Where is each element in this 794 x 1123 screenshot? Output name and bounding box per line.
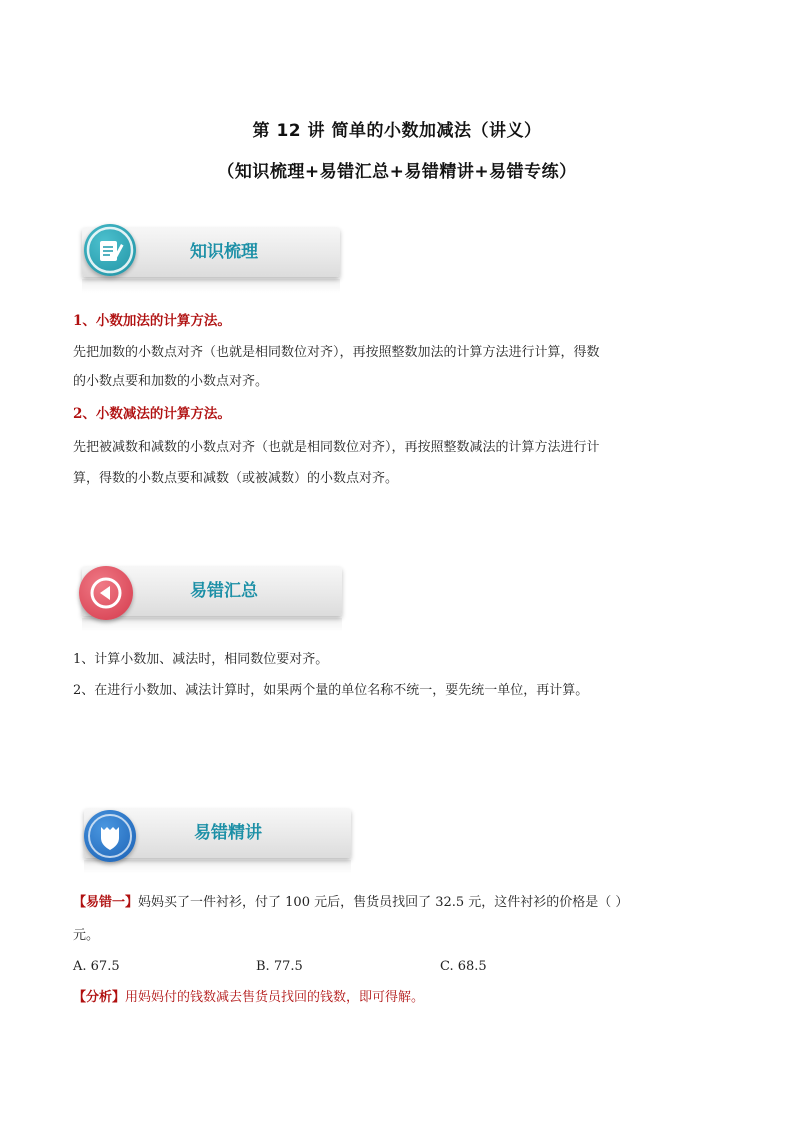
question-line-2: 元。	[73, 928, 100, 943]
analysis-tag: 【分析】	[73, 990, 126, 1005]
page-title: 第 12 讲 简单的小数加减法（讲义）	[252, 121, 542, 141]
para-addition-line2: 的小数点要和加数的小数点对齐。	[73, 374, 269, 389]
notepad-pencil-icon	[84, 224, 136, 276]
option-a: A. 67.5	[73, 959, 120, 974]
option-c: C. 68.5	[440, 959, 487, 974]
option-b: B. 77.5	[256, 959, 303, 974]
back-arrow-icon	[79, 566, 133, 620]
question-line-1	[73, 893, 723, 913]
section-title-knowledge: 知识梳理	[190, 242, 258, 262]
question-tag: 【易错一】	[73, 895, 139, 910]
error-summary-item-2: 2、在进行小数加、减法计算时，如果两个量的单位名称不统一，要先统一单位，再计算。	[73, 683, 589, 698]
question-text: 妈妈买了一件衬衫，付了 100 元后，售货员找回了 32.5 元，这件衬衫的价格是（ ）	[138, 895, 629, 910]
shield-icon	[84, 810, 136, 862]
para-subtraction-line1: 先把被减数和减数的小数点对齐（也就是相同数位对齐），再按照整数减法的计算方法进行计	[73, 440, 600, 455]
heading-addition-method: 1、小数加法的计算方法。	[73, 313, 231, 329]
page-subtitle: （知识梳理+易错汇总+易错精讲+易错专练）	[217, 162, 577, 182]
heading-subtraction-method: 2、小数减法的计算方法。	[73, 406, 231, 422]
para-subtraction-line2: 算，得数的小数点要和减数（或被减数）的小数点对齐。	[73, 471, 399, 486]
section-title-common-errors: 易错汇总	[190, 581, 258, 601]
section-title-error-explained: 易错精讲	[194, 823, 262, 843]
analysis-text: 用妈妈付的钱数减去售货员找回的钱数，即可得解。	[125, 990, 425, 1005]
error-summary-item-1: 1、计算小数加、减法时，相同数位要对齐。	[73, 652, 329, 667]
analysis-line	[73, 988, 723, 1008]
para-addition-line1: 先把加数的小数点对齐（也就是相同数位对齐），再按照整数加法的计算方法进行计算，得数	[73, 345, 600, 360]
